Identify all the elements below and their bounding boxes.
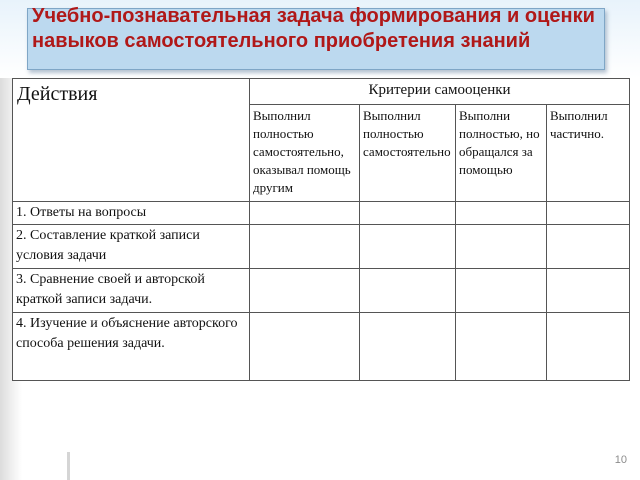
rating-cell — [250, 225, 360, 269]
table-row — [13, 202, 630, 225]
action-compare-records: 3. Сравнение своей и авторской краткой записи задачи. — [13, 269, 250, 313]
criteria-header: Критерии самооценки — [250, 79, 630, 105]
criterion-full-independent: Выполнил полностью самостоятельно — [360, 105, 456, 202]
action-brief-record: 2. Составление краткой записи условия задачи — [13, 225, 250, 269]
slide-footer-divider — [67, 452, 70, 480]
rating-cell — [547, 269, 630, 313]
criterion-full-with-help: Выполни полностью, но обращался за помощью — [456, 105, 547, 202]
rating-cell — [547, 202, 630, 225]
criterion-full-independent-helped-others: Выполнил полностью самостоятельно, оказывал помощь другим — [250, 105, 360, 202]
action-answers-to-questions: 1. Ответы на вопросы — [13, 202, 250, 225]
table-row — [13, 225, 630, 269]
rating-cell — [250, 269, 360, 313]
rating-cell — [250, 313, 360, 381]
rating-cell — [360, 269, 456, 313]
rating-cell — [360, 202, 456, 225]
table-header-row — [13, 79, 630, 105]
rating-cell — [456, 202, 547, 225]
rating-cell — [250, 202, 360, 225]
slide-page-number: 10 — [614, 454, 627, 466]
rating-cell — [547, 313, 630, 381]
slide-title: Учебно-познавательная задача формирования и оценки навыков самостоятельного приобретения знаний — [32, 5, 595, 52]
rating-cell — [456, 225, 547, 269]
action-study-author-method: 4. Изучение и объяснение авторского способа решения задачи. — [13, 313, 250, 381]
self-assessment-table — [12, 78, 630, 381]
rating-cell — [360, 313, 456, 381]
rating-cell — [456, 269, 547, 313]
criterion-partial: Выполнил частично. — [547, 105, 630, 202]
rating-cell — [360, 225, 456, 269]
table-row — [13, 269, 630, 313]
rating-cell — [456, 313, 547, 381]
rating-cell — [547, 225, 630, 269]
actions-header: Действия — [13, 79, 250, 202]
table-row — [13, 313, 630, 381]
